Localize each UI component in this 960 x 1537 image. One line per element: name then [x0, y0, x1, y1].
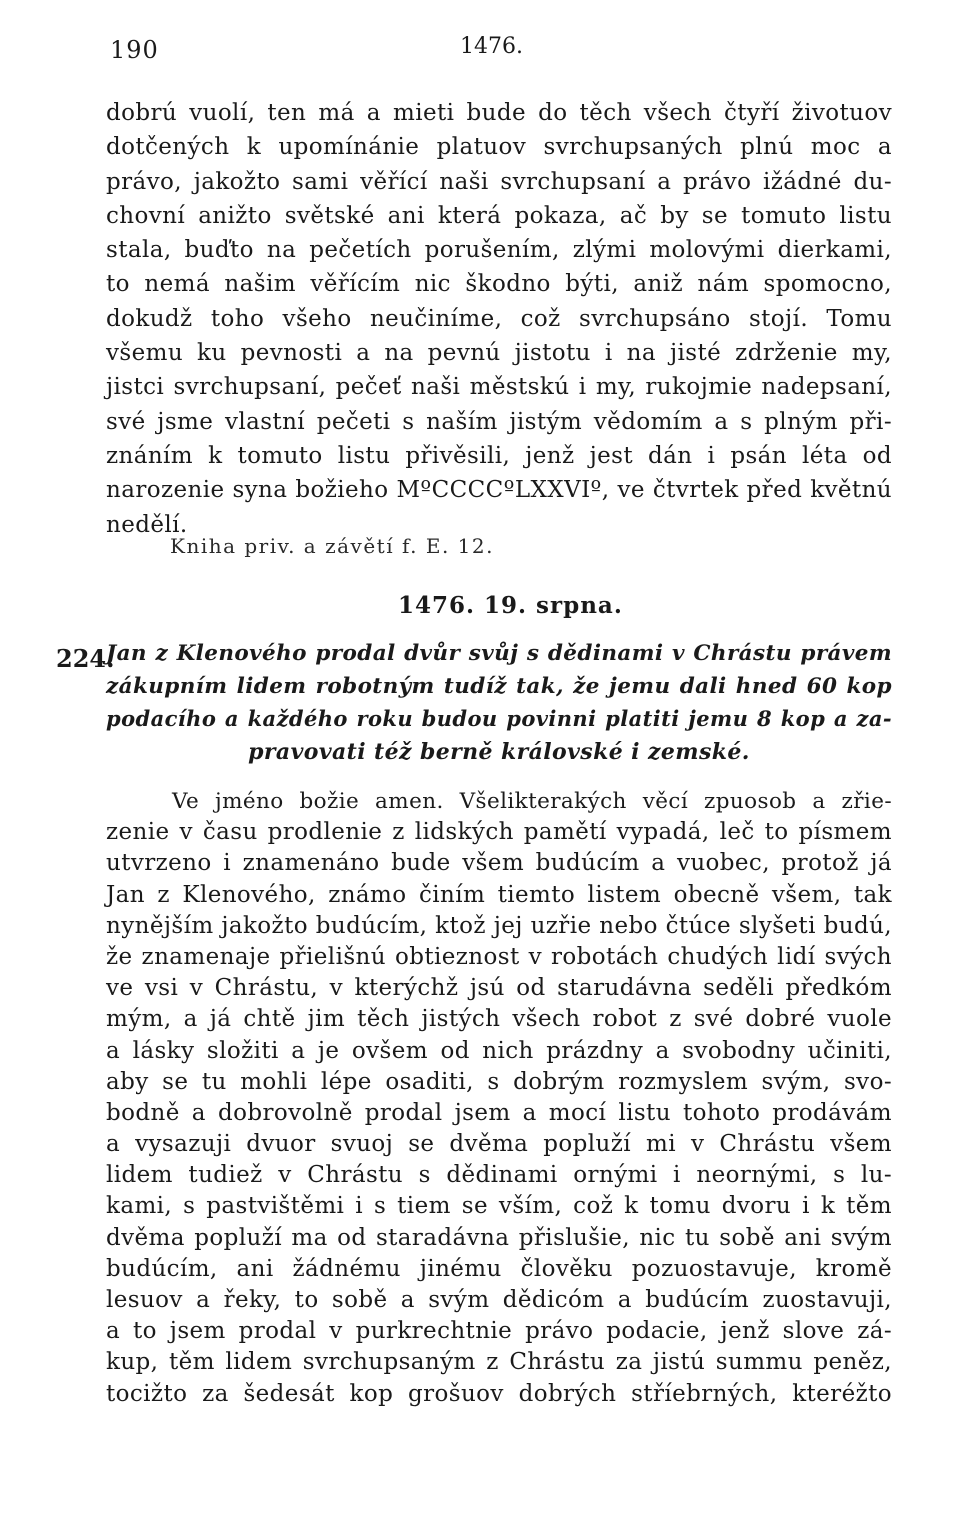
regest-line: podacího a každého roku budou povinni platiti jemu 8 kop a za-: [106, 706, 892, 731]
text-line: všemu ku pevnosti a na pevnú jistotu i na jisté zdrženie my,: [106, 340, 892, 367]
text-line: narozenie syna božieho MºCCCCºLXXVIº, ve čtvrtek před květnú: [106, 477, 892, 504]
text-line: právo, jakožto sami věřící naši svrchupsaní a právo ižádné du-: [106, 168, 892, 195]
page-number: 190: [110, 36, 159, 64]
running-head: 1476.: [460, 34, 523, 59]
text-line: nynějším jakožto budúcím, ktož jej uzřie nebo čtúce slyšeti budú,: [106, 912, 892, 939]
text-line: a lásky složiti a je ovšem od nich prázdny a svobodny učiniti,: [106, 1037, 892, 1064]
regest-line: pravovati též berně královské i zemské.: [248, 738, 750, 765]
regest: [106, 638, 892, 768]
paragraph-continuation: [106, 96, 892, 542]
text-line: Ve jméno božie amen. Všelikterakých věcí zpuosob a zřie-: [172, 789, 892, 814]
text-line: lidem tudiež v Chrástu s dědinami ornými i neornými, s lu-: [106, 1162, 892, 1189]
text-line: stala, buďto na pečetích porušením, zlými molovými dierkami,: [106, 237, 892, 264]
text-line: aby se tu mohli lépe osaditi, s dobrým rozmyslem svým, svo-: [106, 1068, 892, 1095]
text-line: své jsme vlastní pečeti s naším jistým vědomím a s plným při-: [106, 408, 892, 435]
text-line: dokudž toho všeho neučiníme, což svrchupsáno stojí. Tomu: [106, 305, 892, 332]
text-line: mým, a já chtě jim těch jistých všech robot z své dobré vuole: [106, 1006, 892, 1033]
text-line: nedělí.: [106, 511, 188, 538]
regest-line: Jan z Klenového prodal dvůr svůj s dědinami v Chrástu právem: [106, 641, 892, 666]
text-line: zenie v času prodlenie z lidských pamětí vypadá, leč to písmem: [106, 819, 892, 846]
text-line: to nemá našim věřícím nic škodno býti, aniž nám spomocno,: [106, 271, 892, 298]
text-line: že znamenaje přielišnú obtieznost v robotách chudých lidí svých: [106, 943, 892, 970]
text-line: dotčených k upomínánie platuov svrchupsaných plnú moc a: [106, 134, 892, 161]
text-line: chovní anižto světské ani která pokaza, ač by se tomuto listu: [106, 202, 892, 229]
text-line: dobrú vuolí, ten má a mieti bude do těch všech čtyří životuov: [106, 100, 892, 126]
document-body: [106, 786, 892, 1410]
text-line: lesuov a řeky, to sobě a svým dědicóm a budúcím zuostavuji,: [106, 1287, 892, 1313]
text-line: budúcím, ani žádnému jinému člověku pozuostavuje, kromě: [106, 1255, 892, 1282]
text-line: a to jsem prodal v purkrechtnie právo podacie, jenž slove zá-: [106, 1318, 892, 1345]
source-reference: Kniha priv. a závětí f. E. 12.: [170, 534, 494, 558]
text-line: a vysazuji dvuor svuoj se dvěma popluží mi v Chrástu všem: [106, 1131, 892, 1158]
text-line: bodně a dobrovolně prodal jsem a mocí listu tohoto prodávám: [106, 1099, 892, 1126]
text-line: utvrzeno i znamenáno bude všem budúcím a vuobec, protož já: [106, 850, 892, 877]
text-line: tocižto za šedesát kop grošuov dobrých stříebrných, kteréžto: [106, 1380, 892, 1407]
text-line: Jan z Klenového, známo činím tiemto listem obecně všem, tak: [106, 881, 892, 908]
document-number: 224.: [56, 644, 115, 673]
text-line: kup, těm lidem svrchupsaným z Chrástu za jistú summu peněz,: [106, 1349, 892, 1376]
text-line: znáním k tomuto listu přivěsili, jenž jest dán i psán léta od: [106, 442, 892, 469]
date-heading: 1476. 19. srpna.: [398, 592, 623, 619]
text-line: ve vsi v Chrástu, v kterýchž jsú od starudávna seděli předkóm: [106, 975, 892, 1002]
text-line: dvěma popluží ma od staradávna přislušie, nic tu sobě ani svým: [106, 1224, 892, 1251]
regest-line: zákupním lidem robotným tudíž tak, že jemu dali hned 60 kop: [106, 673, 892, 699]
text-line: jistci svrchupsaní, pečeť naši městskú i my, rukojmie nadepsaní,: [106, 374, 892, 401]
text-line: kami, s pastvištěmi i s tiem se vším, což k tomu dvoru i k těm: [106, 1193, 892, 1220]
